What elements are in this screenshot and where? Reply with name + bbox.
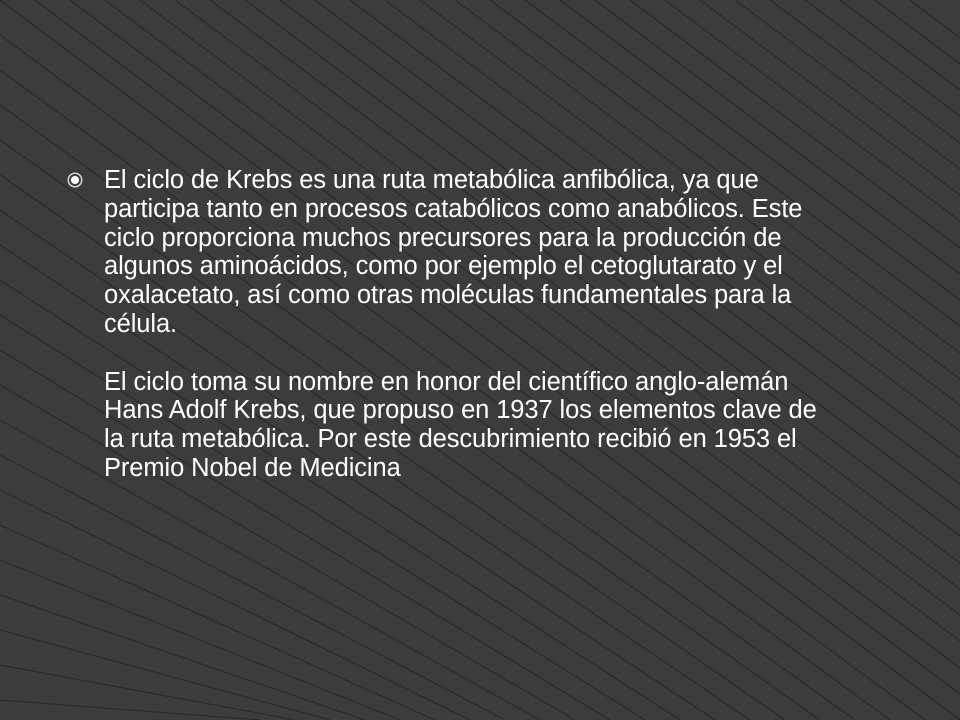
slide-content <box>66 166 836 483</box>
bullet-item <box>66 166 836 483</box>
paragraph-1: El ciclo de Krebs es una ruta metabólica anfibólica, ya que participa tanto en procesos catabólicos como anabólicos. Este ciclo proporciona muchos precursores para la producción de algunos aminoácidos, como por ejemplo el cetoglutarato y el oxalacetato, así como otras moléculas fundamentales para la célula. <box>104 166 803 338</box>
circle-dot-icon <box>66 171 84 189</box>
paragraph-2: El ciclo toma su nombre en honor del científico anglo-alemán Hans Adolf Krebs, que propuso en 1937 los elementos clave de la ruta metabólica. Por este descubrimiento recibió en 1953 el Premio Nobel de Medicina <box>104 367 817 482</box>
